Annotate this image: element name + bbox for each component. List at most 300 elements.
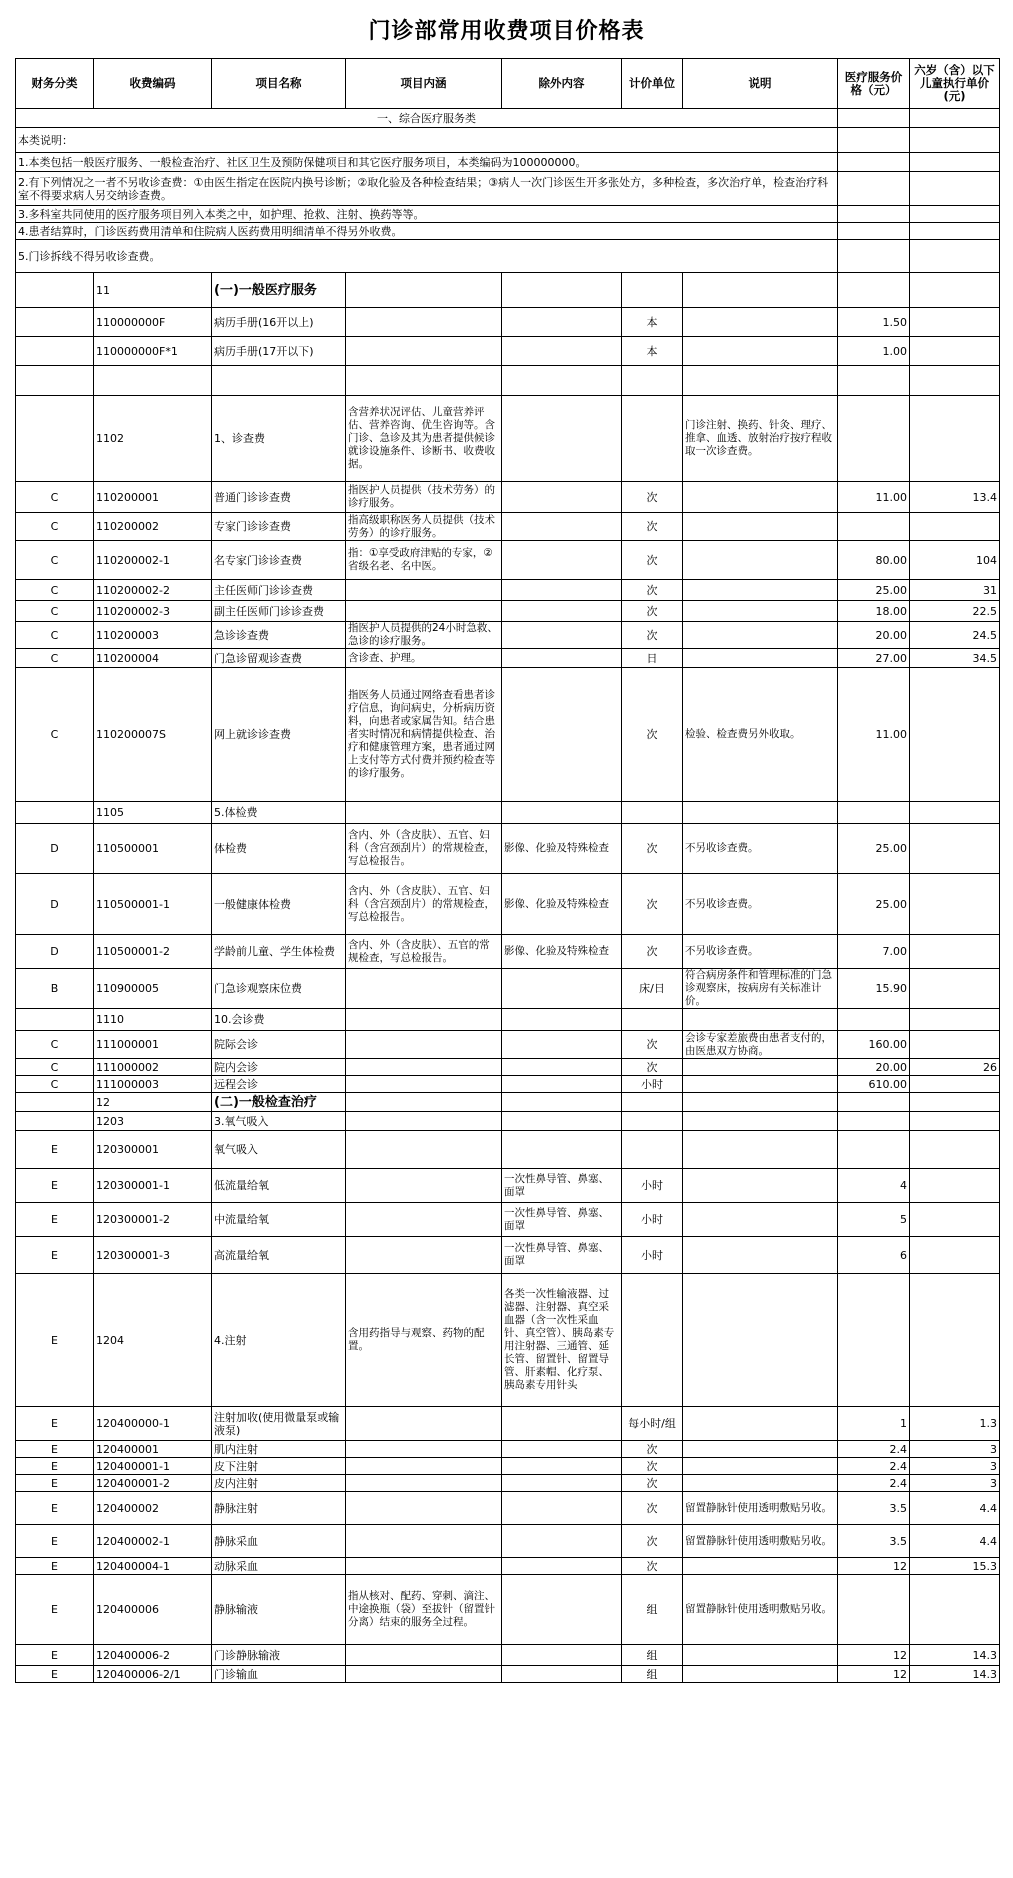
- content-cell: 指从核对、配药、穿刺、滴注、中途换瓶（袋）至拔针（留置针分离）结束的服务全过程。: [346, 1575, 502, 1645]
- code-cell: 120400002-1: [94, 1525, 212, 1558]
- note-cell: [683, 802, 838, 824]
- code-cell: 120400001-1: [94, 1458, 212, 1475]
- price-cell: 20.00: [838, 1059, 910, 1076]
- header-cell: 医疗服务价格（元）: [838, 59, 910, 109]
- unit-cell: 次: [622, 482, 683, 513]
- code-cell: 110200002-1: [94, 541, 212, 580]
- child-price-cell: [910, 935, 1000, 969]
- table-row: [16, 308, 1000, 337]
- note-cell: [683, 1237, 838, 1274]
- table-row: [16, 1407, 1000, 1441]
- exclusion-cell: [502, 273, 622, 308]
- note-cell: [683, 1458, 838, 1475]
- category-cell: [16, 366, 94, 396]
- item-name-cell: (二)一般检查治疗: [212, 1093, 346, 1112]
- category-cell: D: [16, 935, 94, 969]
- price-cell: [838, 1112, 910, 1131]
- category-cell: E: [16, 1441, 94, 1458]
- category-cell: C: [16, 513, 94, 541]
- content-cell: 指医护人员提供的24小时急救、急诊的诊疗服务。: [346, 622, 502, 649]
- table-row: [16, 1558, 1000, 1575]
- unit-cell: 组: [622, 1645, 683, 1666]
- category-cell: E: [16, 1203, 94, 1237]
- note-cell: [683, 580, 838, 601]
- child-price-cell: 3: [910, 1475, 1000, 1492]
- note-row: [16, 153, 1000, 172]
- category-cell: E: [16, 1237, 94, 1274]
- item-name-cell: 门诊静脉输液: [212, 1645, 346, 1666]
- code-cell: 1204: [94, 1274, 212, 1407]
- price-cell: 1.50: [838, 308, 910, 337]
- unit-cell: 组: [622, 1666, 683, 1683]
- note-text: 1.本类包括一般医疗服务、一般检查治疗、社区卫生及预防保健项目和其它医疗服务项目，本类编码为100000000。: [16, 153, 838, 172]
- note-cell: [683, 366, 838, 396]
- content-cell: [346, 1407, 502, 1441]
- item-name-cell: 肌内注射: [212, 1441, 346, 1458]
- item-name-cell: 病历手册(16开以上): [212, 308, 346, 337]
- item-name-cell: 3.氧气吸入: [212, 1112, 346, 1131]
- exclusion-cell: [502, 337, 622, 366]
- exclusion-cell: 影像、化验及特殊检查: [502, 874, 622, 935]
- table-row: [16, 580, 1000, 601]
- unit-cell: 日: [622, 649, 683, 668]
- unit-cell: 小时: [622, 1237, 683, 1274]
- item-name-cell: 氧气吸入: [212, 1131, 346, 1169]
- item-name-cell: 远程会诊: [212, 1076, 346, 1093]
- unit-cell: [622, 396, 683, 482]
- child-price-cell: 13.4: [910, 482, 1000, 513]
- content-cell: [346, 969, 502, 1009]
- header-cell: 项目名称: [212, 59, 346, 109]
- exclusion-cell: [502, 969, 622, 1009]
- content-cell: [346, 1492, 502, 1525]
- child-price-cell: 34.5: [910, 649, 1000, 668]
- note-cell: 留置静脉针使用透明敷贴另收。: [683, 1575, 838, 1645]
- unit-cell: 小时: [622, 1169, 683, 1203]
- exclusion-cell: [502, 601, 622, 622]
- category-cell: E: [16, 1407, 94, 1441]
- empty-cell: [838, 153, 910, 172]
- note-text: 本类说明：: [16, 128, 838, 153]
- category-cell: E: [16, 1558, 94, 1575]
- content-cell: [346, 802, 502, 824]
- content-cell: [346, 1009, 502, 1031]
- note-cell: [683, 601, 838, 622]
- note-cell: [683, 1274, 838, 1407]
- code-cell: 120400001: [94, 1441, 212, 1458]
- note-cell: [683, 273, 838, 308]
- child-price-cell: 1.3: [910, 1407, 1000, 1441]
- content-cell: [346, 1169, 502, 1203]
- header-cell: 财务分类: [16, 59, 94, 109]
- price-cell: 11.00: [838, 482, 910, 513]
- item-name-cell: 体检费: [212, 824, 346, 874]
- unit-cell: 次: [622, 1031, 683, 1059]
- exclusion-cell: [502, 1009, 622, 1031]
- exclusion-cell: [502, 482, 622, 513]
- item-name-cell: 注射加收(使用微量泵或输液泵): [212, 1407, 346, 1441]
- code-cell: 110500001: [94, 824, 212, 874]
- content-cell: 指：①享受政府津贴的专家，②省级名老、名中医。: [346, 541, 502, 580]
- note-text: 5.门诊拆线不得另收诊查费。: [16, 240, 838, 273]
- category-cell: [16, 1009, 94, 1031]
- content-cell: [346, 1475, 502, 1492]
- exclusion-cell: [502, 1525, 622, 1558]
- category-cell: [16, 273, 94, 308]
- table-row: [16, 1645, 1000, 1666]
- note-cell: [683, 1059, 838, 1076]
- note-text: 2.有下列情况之一者不另收诊查费：①由医生指定在医院内换号诊断；②取化验及各种检查结果；③病人一次门诊医生开多张处方，多种检查，多次治疗单，检查治疗科室不得要求病人另交纳诊查费。: [16, 172, 838, 206]
- item-name-cell: 静脉采血: [212, 1525, 346, 1558]
- child-price-cell: [910, 273, 1000, 308]
- item-name-cell: [212, 366, 346, 396]
- item-name-cell: 普通门诊诊查费: [212, 482, 346, 513]
- unit-cell: 次: [622, 874, 683, 935]
- exclusion-cell: [502, 1407, 622, 1441]
- category-cell: E: [16, 1666, 94, 1683]
- note-row: [16, 206, 1000, 223]
- item-name-cell: 学龄前儿童、学生体检费: [212, 935, 346, 969]
- child-price-cell: [910, 1237, 1000, 1274]
- section-title: 一、综合医疗服务类: [16, 109, 838, 128]
- code-cell: 120400004-1: [94, 1558, 212, 1575]
- category-cell: C: [16, 649, 94, 668]
- price-cell: 27.00: [838, 649, 910, 668]
- price-cell: [838, 366, 910, 396]
- price-cell: 3.5: [838, 1525, 910, 1558]
- child-price-cell: 24.5: [910, 622, 1000, 649]
- item-name-cell: 动脉采血: [212, 1558, 346, 1575]
- category-cell: E: [16, 1575, 94, 1645]
- code-cell: 110200007S: [94, 668, 212, 802]
- child-price-cell: 15.3: [910, 1558, 1000, 1575]
- exclusion-cell: [502, 1666, 622, 1683]
- unit-cell: 次: [622, 1458, 683, 1475]
- child-price-cell: [910, 513, 1000, 541]
- unit-cell: [622, 1093, 683, 1112]
- item-name-cell: 网上就诊诊查费: [212, 668, 346, 802]
- table-row: [16, 482, 1000, 513]
- price-cell: 1: [838, 1407, 910, 1441]
- content-cell: [346, 1441, 502, 1458]
- code-cell: 120400006-2: [94, 1645, 212, 1666]
- content-cell: 含内、外（含皮肤）、五官、妇科（含宫颈刮片）的常规检查，写总检报告。: [346, 824, 502, 874]
- content-cell: [346, 1645, 502, 1666]
- unit-cell: 次: [622, 1525, 683, 1558]
- exclusion-cell: [502, 1458, 622, 1475]
- table-row: [16, 366, 1000, 396]
- exclusion-cell: [502, 668, 622, 802]
- header-row: [16, 59, 1000, 109]
- item-name-cell: 一般健康体检费: [212, 874, 346, 935]
- child-price-cell: 4.4: [910, 1525, 1000, 1558]
- code-cell: 110000000F: [94, 308, 212, 337]
- note-text: 3.多科室共同使用的医疗服务项目列入本类之中，如护理、抢救、注射、换药等等。: [16, 206, 838, 223]
- header-cell: 计价单位: [622, 59, 683, 109]
- note-cell: 检验、检查费另外收取。: [683, 668, 838, 802]
- code-cell: 120400001-2: [94, 1475, 212, 1492]
- table-row: [16, 601, 1000, 622]
- code-cell: 11: [94, 273, 212, 308]
- category-cell: [16, 1112, 94, 1131]
- price-cell: [838, 1575, 910, 1645]
- header-cell: 项目内涵: [346, 59, 502, 109]
- price-cell: 3.5: [838, 1492, 910, 1525]
- unit-cell: 本: [622, 308, 683, 337]
- content-cell: [346, 1131, 502, 1169]
- unit-cell: [622, 1131, 683, 1169]
- code-cell: 111000003: [94, 1076, 212, 1093]
- child-price-cell: [910, 1009, 1000, 1031]
- note-cell: 留置静脉针使用透明敷贴另收。: [683, 1525, 838, 1558]
- table-row: [16, 824, 1000, 874]
- note-cell: [683, 1558, 838, 1575]
- empty-cell: [838, 128, 910, 153]
- item-name-cell: 主任医师门诊诊查费: [212, 580, 346, 601]
- price-cell: 20.00: [838, 622, 910, 649]
- header-cell: 六岁（含）以下儿童执行单价(元): [910, 59, 1000, 109]
- child-price-cell: [910, 668, 1000, 802]
- empty-cell: [910, 109, 1000, 128]
- unit-cell: [622, 1112, 683, 1131]
- note-cell: [683, 1407, 838, 1441]
- content-cell: 含内、外（含皮肤）、五官的常规检查，写总检报告。: [346, 935, 502, 969]
- table-row: [16, 1475, 1000, 1492]
- category-cell: [16, 396, 94, 482]
- category-cell: C: [16, 541, 94, 580]
- table-row: [16, 649, 1000, 668]
- category-cell: C: [16, 1059, 94, 1076]
- content-cell: [346, 580, 502, 601]
- item-name-cell: 4.注射: [212, 1274, 346, 1407]
- table-row: [16, 1274, 1000, 1407]
- child-price-cell: [910, 366, 1000, 396]
- price-cell: 12: [838, 1558, 910, 1575]
- category-cell: B: [16, 969, 94, 1009]
- code-cell: 110200004: [94, 649, 212, 668]
- empty-cell: [838, 240, 910, 273]
- note-row: [16, 128, 1000, 153]
- category-cell: D: [16, 874, 94, 935]
- empty-cell: [910, 206, 1000, 223]
- note-cell: [683, 1112, 838, 1131]
- price-cell: 4: [838, 1169, 910, 1203]
- child-price-cell: [910, 1093, 1000, 1112]
- content-cell: 含诊查、护理。: [346, 649, 502, 668]
- content-cell: 含内、外（含皮肤）、五官、妇科（含宫颈刮片）的常规检查，写总检报告。: [346, 874, 502, 935]
- note-cell: 不另收诊查费。: [683, 935, 838, 969]
- exclusion-cell: 一次性鼻导管、鼻塞、面罩: [502, 1237, 622, 1274]
- price-cell: 6: [838, 1237, 910, 1274]
- price-cell: 18.00: [838, 601, 910, 622]
- price-cell: [838, 396, 910, 482]
- item-name-cell: 静脉输液: [212, 1575, 346, 1645]
- table-row: [16, 1093, 1000, 1112]
- price-cell: 80.00: [838, 541, 910, 580]
- price-cell: 25.00: [838, 874, 910, 935]
- child-price-cell: [910, 1076, 1000, 1093]
- item-name-cell: 门诊输血: [212, 1666, 346, 1683]
- item-name-cell: 10.会诊费: [212, 1009, 346, 1031]
- code-cell: 120300001-1: [94, 1169, 212, 1203]
- code-cell: 110200002-3: [94, 601, 212, 622]
- exclusion-cell: [502, 1645, 622, 1666]
- child-price-cell: 22.5: [910, 601, 1000, 622]
- empty-cell: [838, 172, 910, 206]
- code-cell: 1102: [94, 396, 212, 482]
- unit-cell: [622, 273, 683, 308]
- child-price-cell: 3: [910, 1441, 1000, 1458]
- unit-cell: [622, 802, 683, 824]
- category-cell: C: [16, 580, 94, 601]
- price-cell: 2.4: [838, 1441, 910, 1458]
- category-cell: C: [16, 601, 94, 622]
- item-name-cell: 中流量给氧: [212, 1203, 346, 1237]
- category-cell: [16, 1093, 94, 1112]
- unit-cell: 次: [622, 541, 683, 580]
- table-row: [16, 622, 1000, 649]
- note-cell: 会诊专家差旅费由患者支付的，由医患双方协商。: [683, 1031, 838, 1059]
- table-row: [16, 935, 1000, 969]
- code-cell: 110500001-1: [94, 874, 212, 935]
- unit-cell: 次: [622, 668, 683, 802]
- item-name-cell: (一)一般医疗服务: [212, 273, 346, 308]
- code-cell: 120400006-2/1: [94, 1666, 212, 1683]
- empty-cell: [910, 153, 1000, 172]
- note-cell: [683, 1093, 838, 1112]
- price-cell: [838, 273, 910, 308]
- table-row: [16, 1131, 1000, 1169]
- content-cell: [346, 1203, 502, 1237]
- unit-cell: 次: [622, 1059, 683, 1076]
- price-cell: [838, 802, 910, 824]
- unit-cell: 床/日: [622, 969, 683, 1009]
- code-cell: 12: [94, 1093, 212, 1112]
- code-cell: 1203: [94, 1112, 212, 1131]
- exclusion-cell: 影像、化验及特殊检查: [502, 824, 622, 874]
- unit-cell: 次: [622, 1558, 683, 1575]
- empty-cell: [910, 128, 1000, 153]
- note-cell: 门诊注射、换药、针灸、理疗、推拿、血透、放射治疗按疗程收取一次诊查费。: [683, 396, 838, 482]
- price-cell: 2.4: [838, 1475, 910, 1492]
- price-cell: [838, 1093, 910, 1112]
- exclusion-cell: [502, 1076, 622, 1093]
- child-price-cell: 104: [910, 541, 1000, 580]
- price-cell: 11.00: [838, 668, 910, 802]
- header-cell: 说明: [683, 59, 838, 109]
- exclusion-cell: [502, 513, 622, 541]
- note-cell: [683, 649, 838, 668]
- code-cell: 120400002: [94, 1492, 212, 1525]
- item-name-cell: 院际会诊: [212, 1031, 346, 1059]
- exclusion-cell: [502, 1131, 622, 1169]
- unit-cell: 小时: [622, 1076, 683, 1093]
- unit-cell: 次: [622, 622, 683, 649]
- category-cell: E: [16, 1525, 94, 1558]
- empty-cell: [838, 109, 910, 128]
- code-cell: 110900005: [94, 969, 212, 1009]
- table-row: [16, 668, 1000, 802]
- header-cell: 除外内容: [502, 59, 622, 109]
- note-cell: [683, 1076, 838, 1093]
- child-price-cell: [910, 824, 1000, 874]
- table-row: [16, 1441, 1000, 1458]
- category-cell: C: [16, 622, 94, 649]
- exclusion-cell: [502, 1492, 622, 1525]
- category-cell: D: [16, 824, 94, 874]
- child-price-cell: [910, 1112, 1000, 1131]
- table-row: [16, 1575, 1000, 1645]
- item-name-cell: 高流量给氧: [212, 1237, 346, 1274]
- content-cell: [346, 1076, 502, 1093]
- content-cell: 指高级职称医务人员提供（技术劳务）的诊疗服务。: [346, 513, 502, 541]
- unit-cell: 小时: [622, 1203, 683, 1237]
- unit-cell: 次: [622, 935, 683, 969]
- note-cell: [683, 1475, 838, 1492]
- table-row: [16, 1492, 1000, 1525]
- price-cell: [838, 1009, 910, 1031]
- note-cell: [683, 1009, 838, 1031]
- exclusion-cell: [502, 802, 622, 824]
- table-row: [16, 1009, 1000, 1031]
- exclusion-cell: [502, 1112, 622, 1131]
- child-price-cell: [910, 1203, 1000, 1237]
- code-cell: 120300001: [94, 1131, 212, 1169]
- exclusion-cell: [502, 1441, 622, 1458]
- child-price-cell: [910, 1031, 1000, 1059]
- item-name-cell: 门急诊留观诊查费: [212, 649, 346, 668]
- unit-cell: 次: [622, 601, 683, 622]
- exclusion-cell: [502, 1558, 622, 1575]
- table-row: [16, 337, 1000, 366]
- content-cell: 指医护人员提供（技术劳务）的诊疗服务。: [346, 482, 502, 513]
- empty-cell: [910, 240, 1000, 273]
- child-price-cell: 14.3: [910, 1666, 1000, 1683]
- content-cell: [346, 273, 502, 308]
- item-name-cell: 病历手册(17开以下): [212, 337, 346, 366]
- exclusion-cell: 一次性鼻导管、鼻塞、面罩: [502, 1169, 622, 1203]
- exclusion-cell: [502, 580, 622, 601]
- price-cell: [838, 1131, 910, 1169]
- category-cell: E: [16, 1645, 94, 1666]
- note-cell: [683, 482, 838, 513]
- code-cell: 110200003: [94, 622, 212, 649]
- note-row: [16, 223, 1000, 240]
- item-name-cell: 1、诊查费: [212, 396, 346, 482]
- child-price-cell: [910, 308, 1000, 337]
- category-cell: E: [16, 1475, 94, 1492]
- price-cell: 2.4: [838, 1458, 910, 1475]
- table-row: [16, 969, 1000, 1009]
- child-price-cell: [910, 1575, 1000, 1645]
- code-cell: 110000000F*1: [94, 337, 212, 366]
- content-cell: [346, 337, 502, 366]
- category-cell: [16, 337, 94, 366]
- price-cell: 25.00: [838, 580, 910, 601]
- content-cell: 含营养状况评估、儿童营养评估、营养咨询、优生咨询等。含门诊、急诊及其为患者提供候诊就诊设施条件、诊断书、收费收据。: [346, 396, 502, 482]
- unit-cell: 次: [622, 1475, 683, 1492]
- child-price-cell: 4.4: [910, 1492, 1000, 1525]
- code-cell: 120400000-1: [94, 1407, 212, 1441]
- child-price-cell: [910, 1169, 1000, 1203]
- price-cell: 160.00: [838, 1031, 910, 1059]
- content-cell: [346, 308, 502, 337]
- code-cell: 120400006: [94, 1575, 212, 1645]
- exclusion-cell: [502, 649, 622, 668]
- item-name-cell: 5.体检费: [212, 802, 346, 824]
- note-row: [16, 240, 1000, 273]
- exclusion-cell: [502, 1575, 622, 1645]
